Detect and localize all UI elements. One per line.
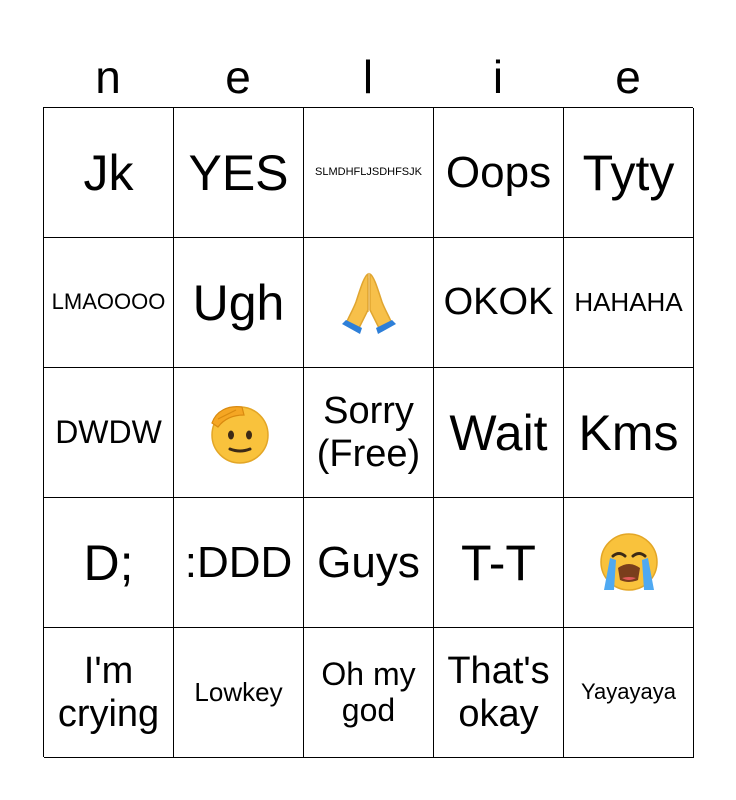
bingo-cell-9[interactable]	[434, 238, 564, 368]
bingo-cell-18[interactable]	[304, 498, 434, 628]
cell-text: YES	[188, 144, 289, 201]
cell-text: Guys	[317, 537, 420, 587]
bingo-cell-6[interactable]	[44, 238, 174, 368]
cell-text: Oops	[445, 147, 552, 197]
cell-text: I'm crying	[57, 649, 160, 735]
saluting-face-icon	[206, 401, 272, 465]
header-letter-2: e	[225, 51, 251, 103]
cell-text: Tyty	[582, 144, 675, 201]
bingo-cell-4[interactable]	[434, 108, 564, 238]
header-letter-3: l	[362, 51, 374, 103]
bingo-cell-13[interactable]	[304, 368, 434, 498]
cell-text: Jk	[83, 144, 134, 201]
bingo-cell-7[interactable]	[174, 238, 304, 368]
cell-text: HAHAHA	[574, 286, 683, 317]
cell-text: OKOK	[443, 281, 554, 324]
cell-text: Sorry (Free)	[316, 389, 421, 475]
cell-text: Wait	[449, 404, 548, 461]
cell-text: :DDD	[184, 537, 293, 587]
bingo-cell-1[interactable]	[44, 108, 174, 238]
bingo-cell-8[interactable]	[304, 238, 434, 368]
bingo-cell-19[interactable]	[434, 498, 564, 628]
cell-text: SLMDHFLJSDHFSJK	[315, 166, 422, 179]
bingo-cell-17[interactable]	[174, 498, 304, 628]
loudly-crying-face-icon	[596, 530, 662, 596]
bingo-cell-23[interactable]	[304, 628, 434, 758]
bingo-cell-10[interactable]	[564, 238, 694, 368]
bingo-cell-14[interactable]	[434, 368, 564, 498]
cell-text: T-T	[461, 534, 536, 591]
bingo-header	[43, 48, 693, 106]
bingo-cell-20[interactable]	[564, 498, 694, 628]
bingo-cell-22[interactable]	[174, 628, 304, 758]
bingo-cell-15[interactable]	[564, 368, 694, 498]
header-letter-4: i	[492, 51, 504, 103]
cell-text: That's okay	[447, 649, 550, 735]
bingo-cell-3[interactable]	[304, 108, 434, 238]
bingo-cell-12[interactable]	[174, 368, 304, 498]
cell-text: Kms	[578, 404, 679, 461]
cell-text: Oh my god	[321, 655, 416, 728]
bingo-cell-11[interactable]	[44, 368, 174, 498]
cell-text: Ugh	[192, 274, 285, 331]
bingo-board	[43, 107, 693, 757]
bingo-cell-21[interactable]	[44, 628, 174, 758]
bingo-cell-16[interactable]	[44, 498, 174, 628]
cell-text: D;	[83, 534, 134, 591]
cell-text: Lowkey	[194, 676, 283, 707]
bingo-cell-24[interactable]	[434, 628, 564, 758]
header-letter-5: e	[615, 51, 641, 103]
cell-text: LMAOOOO	[51, 289, 166, 315]
header-letter-1: n	[95, 51, 121, 103]
bingo-cell-25[interactable]	[564, 628, 694, 758]
cell-text: DWDW	[55, 413, 162, 450]
folded-hands-icon	[338, 270, 400, 336]
bingo-cell-2[interactable]	[174, 108, 304, 238]
bingo-cell-5[interactable]	[564, 108, 694, 238]
cell-text: Yayayaya	[581, 679, 676, 705]
